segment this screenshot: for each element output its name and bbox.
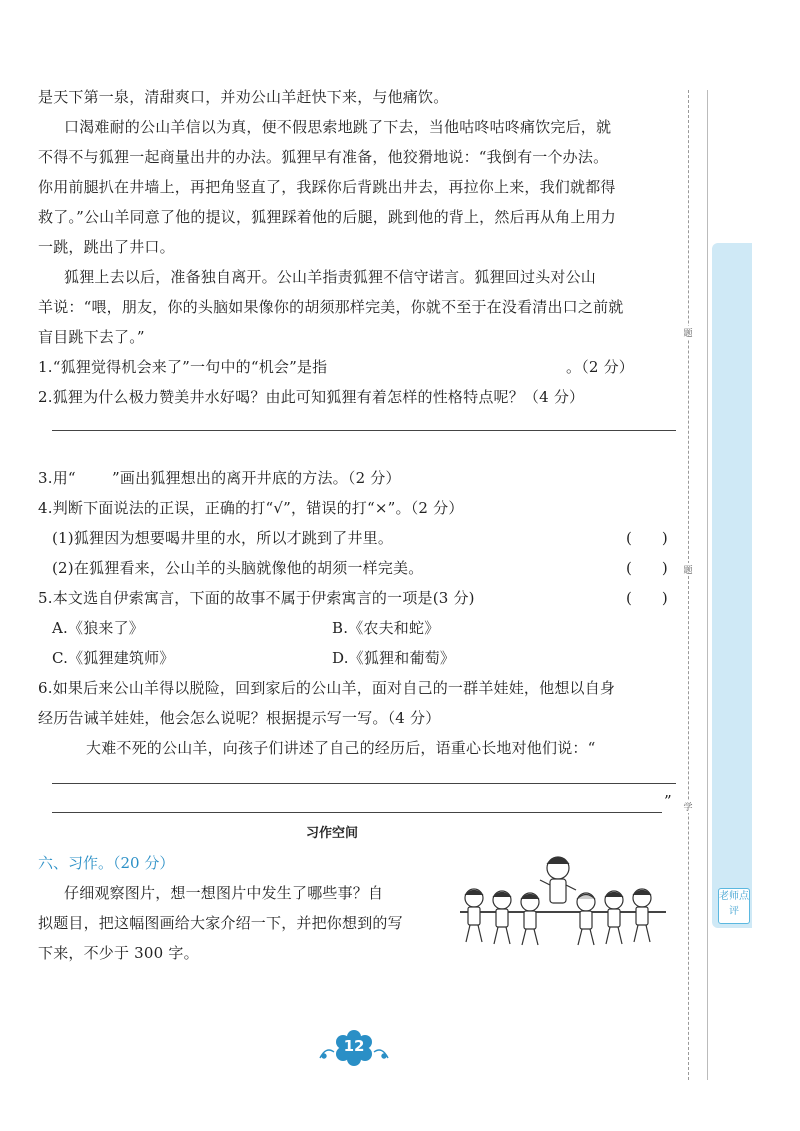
passage-line: 狐狸上去以后，准备独自离开。公山羊指责狐狸不信守诺言。狐狸回过头对公山 bbox=[64, 268, 597, 286]
question-1: 1.“狐狸觉得机会来了”一句中的“机会”是指 bbox=[38, 358, 328, 376]
question-4-item-2: (2)在狐狸看来，公山羊的头脑就像他的胡须一样完美。 bbox=[52, 559, 424, 577]
margin-mark: 题 bbox=[682, 563, 694, 576]
question-3-end: ”画出狐狸想出的离开井底的方法。（2 分） bbox=[112, 469, 401, 487]
question-2: 2.狐狸为什么极力赞美井水好喝？由此可知狐狸有着怎样的性格特点呢？（4 分） bbox=[38, 388, 585, 406]
question-6: 6.如果后来公山羊得以脱险，回到家后的公山羊，面对自己的一群羊娃娃，他想以自身 bbox=[38, 679, 616, 697]
passage-line: 羊说：“喂，朋友，你的头脑如果像你的胡须那样完美，你就不至于在没看清出口之前就 bbox=[38, 298, 624, 316]
writing-prompt: 拟题目，把这幅图画给大家介绍一下，并把你想到的写 bbox=[38, 914, 403, 932]
passage-line: 盲目跳下去了。” bbox=[38, 328, 145, 346]
question-6-cont: 经历告诫羊娃娃，他会怎么说呢？根据提示写一写。（4 分） bbox=[38, 709, 441, 727]
answer-parens[interactable]: ( ) bbox=[626, 589, 668, 607]
closing-quote: ” bbox=[664, 792, 672, 810]
passage-line: 口渴难耐的公山羊信以为真，便不假思索地跳了下去，当他咕咚咕咚痛饮完后，就 bbox=[64, 118, 612, 136]
binding-dashed-line bbox=[688, 90, 689, 1080]
option-d: D.《狐狸和葡萄》 bbox=[332, 649, 456, 667]
answer-parens[interactable]: ( ) bbox=[626, 529, 668, 547]
option-b: B.《农夫和蛇》 bbox=[332, 619, 440, 637]
passage-line: 救了。”公山羊同意了他的提议，狐狸踩着他的后腿，跳到他的背上，然后再从角上用力 bbox=[38, 208, 616, 226]
binding-line bbox=[707, 90, 708, 1080]
answer-line[interactable] bbox=[52, 430, 676, 431]
option-a: A.《狼来了》 bbox=[52, 619, 145, 637]
section-heading: 习作空间 bbox=[306, 826, 359, 841]
question-5: 5.本文选自伊索寓言，下面的故事不属于伊索寓言的一项是(3 分) bbox=[38, 589, 475, 607]
question-4: 4.判断下面说法的正误，正确的打“√”，错误的打“×”。（2 分） bbox=[38, 499, 464, 517]
question-1-score: 。（2 分） bbox=[566, 358, 635, 376]
teacher-comment-tab bbox=[712, 243, 752, 928]
writing-prompt: 仔细观察图片，想一想图片中发生了哪些事？自 bbox=[64, 884, 384, 902]
answer-parens[interactable]: ( ) bbox=[626, 559, 668, 577]
page-number: 12 bbox=[343, 1037, 365, 1055]
question-3-start: 3.用“ bbox=[38, 469, 76, 487]
teacher-comment-label: 老师点评 bbox=[718, 888, 750, 924]
passage-line: 不得不与狐狸一起商量出井的办法。狐狸早有准备，他狡猾地说：“我倒有一个办法。 bbox=[38, 148, 609, 166]
writing-prompt: 下来，不少于 300 字。 bbox=[38, 944, 199, 962]
margin-mark: 题 bbox=[682, 326, 694, 339]
passage-line: 一跳，跳出了井口。 bbox=[38, 238, 175, 256]
passage-line: 你用前腿扒在井墙上，再把角竖直了，我踩你后背跳出井去，再拉你上来，我们就都得 bbox=[38, 178, 616, 196]
answer-line[interactable] bbox=[52, 812, 662, 813]
margin-mark: 学 bbox=[682, 800, 694, 813]
question-6-prompt: 大难不死的公山羊，向孩子们讲述了自己的经历后，语重心长地对他们说：“ bbox=[86, 739, 596, 757]
answer-line[interactable] bbox=[52, 783, 676, 784]
tug-of-war-illustration bbox=[452, 850, 674, 950]
option-c: C.《狐狸建筑师》 bbox=[52, 649, 175, 667]
section-six-title: 六、习作。（20 分） bbox=[38, 854, 175, 872]
passage-line: 是天下第一泉，清甜爽口，并劝公山羊赶快下来，与他痛饮。 bbox=[38, 88, 449, 106]
question-4-item-1: (1)狐狸因为想要喝井里的水，所以才跳到了井里。 bbox=[52, 529, 394, 547]
